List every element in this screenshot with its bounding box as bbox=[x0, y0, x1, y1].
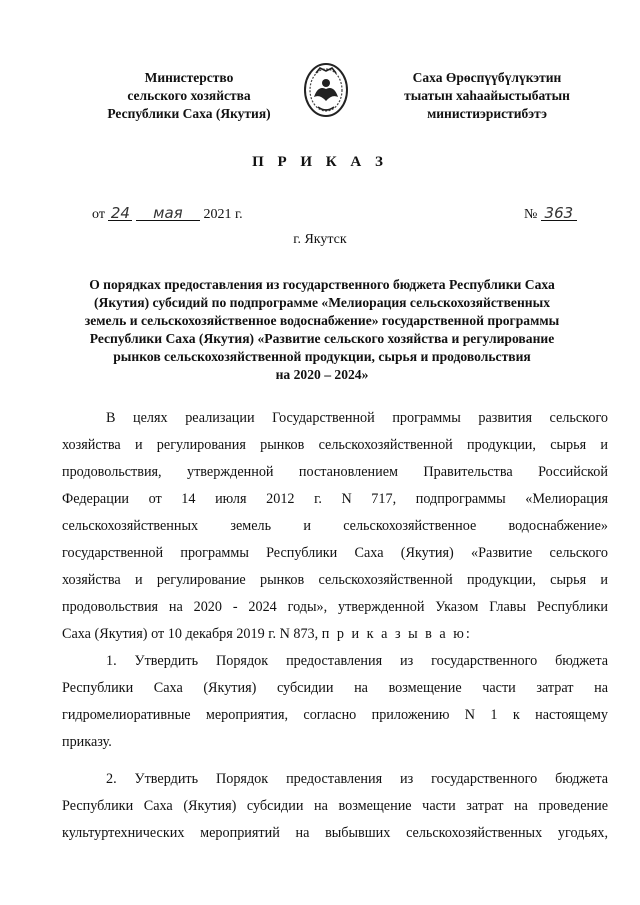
ministry-name-line: Республики Саха (Якутия) bbox=[107, 106, 271, 121]
preamble-line: Саха (Якутия) от 10 декабря 2019 г. N 873, bbox=[62, 626, 319, 642]
preamble-last-line bbox=[62, 621, 608, 648]
order-number bbox=[524, 206, 577, 223]
ministry-name-line: тыатын хаһаайыстыбатын bbox=[404, 88, 570, 103]
title-line: Республики Саха (Якутия) «Развитие сельского хозяйства и регулирование bbox=[89, 331, 555, 346]
preamble-paragraph bbox=[62, 405, 608, 648]
ministry-name-line: Саха Өрөспүүбүлүкэтин bbox=[412, 70, 562, 85]
number-handwritten: 363 bbox=[541, 206, 577, 221]
title-line: земель и сельскохозяйственное водоснабжение» государственной программы bbox=[84, 313, 560, 328]
order-body bbox=[62, 405, 608, 847]
preamble-line: продовольствия, утвержденной постановлением Правительства Российской bbox=[62, 464, 608, 480]
preamble-line: В целях реализации Государственной программы развития сельского bbox=[106, 410, 608, 426]
date-year: 2021 г. bbox=[203, 207, 243, 222]
item-line: Республики Саха (Якутия) субсидии на возмещение части затрат на проведение bbox=[62, 798, 608, 814]
item-line: 2. Утвердить Порядок предоставления из государственного бюджета bbox=[106, 771, 608, 787]
preamble-line: Федерации от 14 июля 2012 г. N 717, подпрограммы «Мелиорация bbox=[62, 491, 608, 507]
item-line: гидромелиоративные мероприятия, согласно приложению N 1 к настоящему bbox=[62, 707, 608, 723]
ministry-name-line: министиэристибэтэ bbox=[427, 106, 547, 121]
preamble-line: хозяйства и регулирования рынков сельскохозяйственной продукции, сырья и bbox=[62, 437, 608, 453]
title-line: (Якутия) субсидий по подпрограмме «Мелиорация сельскохозяйственных bbox=[93, 295, 551, 310]
order-word: п р и к а з ы в а ю: bbox=[321, 626, 472, 642]
item-line: культуртехнических мероприятий на выбывших сельскохозяйственных угодьях, bbox=[62, 825, 608, 841]
ministry-name-yakut bbox=[376, 69, 598, 123]
city-name: г. Якутск bbox=[293, 232, 347, 247]
title-line: на 2020 – 2024» bbox=[275, 367, 369, 382]
preamble-line: продовольствия на 2020 - 2024 годы», утвержденной Указом Главы Республики bbox=[62, 599, 608, 615]
item-last-line: приказу. bbox=[62, 734, 112, 750]
date-month-handwritten: мая bbox=[136, 206, 200, 221]
ministry-name-russian bbox=[78, 69, 300, 123]
item-line: Республики Саха (Якутия) субсидии на возмещение части затрат на bbox=[62, 680, 608, 696]
date-day-handwritten: 24 bbox=[108, 206, 132, 221]
ministry-name-line: Министерство bbox=[144, 70, 234, 85]
order-item-2 bbox=[62, 766, 608, 847]
date-prefix: от bbox=[92, 207, 105, 222]
preamble-line: сельскохозяйственных земель и сельскохозяйственное водоснабжение» bbox=[62, 518, 608, 534]
title-line: рынков сельскохозяйственной продукции, сырья и продовольствия bbox=[113, 349, 531, 364]
title-line: О порядках предоставления из государственного бюджета Республики Саха bbox=[89, 277, 555, 292]
coat-of-arms-icon bbox=[302, 61, 350, 119]
order-title bbox=[62, 276, 582, 384]
number-prefix: № bbox=[524, 207, 538, 222]
order-item-1 bbox=[62, 648, 608, 756]
order-date bbox=[92, 206, 243, 223]
document-type-title: П Р И К А З bbox=[252, 154, 388, 170]
preamble-line: хозяйства и регулирование рынков сельскохозяйственной продукции, сырья и bbox=[62, 572, 608, 588]
preamble-line: государственной программы Республики Саха (Якутия) «Развитие сельского bbox=[62, 545, 608, 561]
item-line: 1. Утвердить Порядок предоставления из государственного бюджета bbox=[106, 653, 608, 669]
ministry-name-line: сельского хозяйства bbox=[127, 88, 251, 103]
